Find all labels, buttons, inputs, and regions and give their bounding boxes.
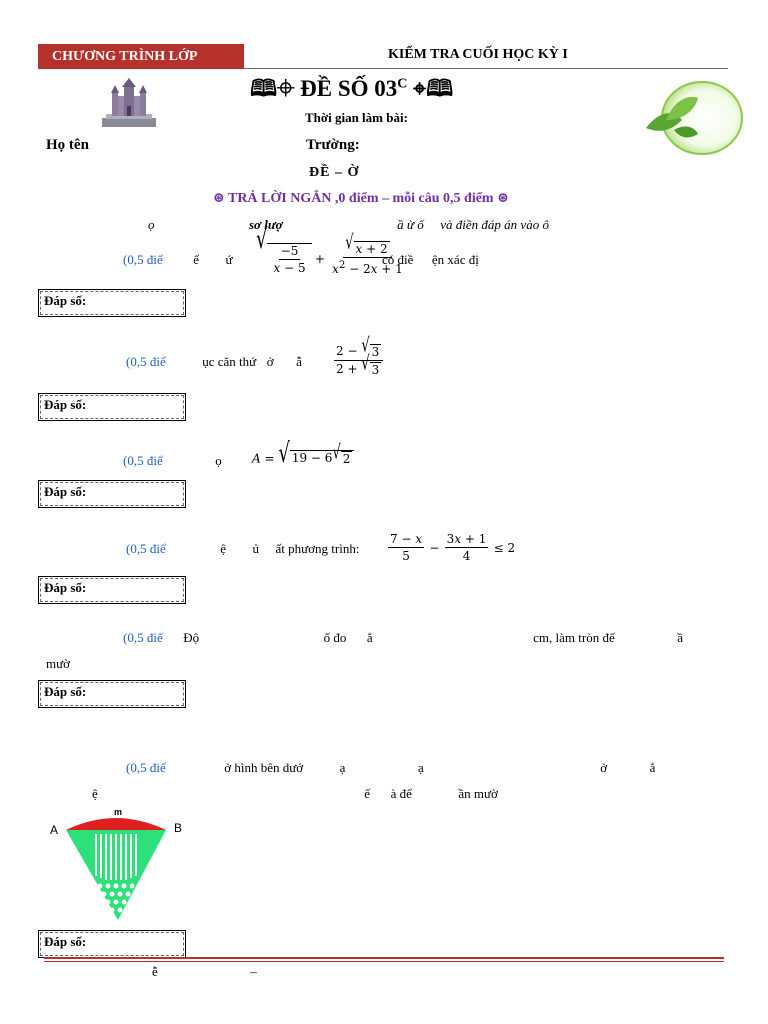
q5-points: (0,5 điể xyxy=(123,630,163,645)
question-6: (0,5 điể ở hình bên dướ ạ ạ ở ẳ xyxy=(126,760,656,775)
question-4: (0,5 điể ệ ủ ất phương trình: xyxy=(126,541,360,556)
program-label: CHƯƠNG TRÌNH LỚP xyxy=(52,49,198,64)
question-2: (0,5 điể ục căn thứ ở ẫ xyxy=(126,354,302,369)
castle-logo-icon xyxy=(100,78,158,130)
answer-box-6[interactable]: Đáp số: xyxy=(38,930,186,958)
sector-stripes xyxy=(96,834,136,880)
exam-code-line: ĐỀ – Ờ xyxy=(309,165,360,180)
q2-expression: 2 − √ 3 2 + √ 3 xyxy=(332,344,385,377)
leaf-circle-icon xyxy=(640,80,744,158)
instruction: ọ sơ lượ ầ ừ ố và điền đáp án vào ô xyxy=(148,217,549,232)
answer-box-3[interactable]: Đáp số: xyxy=(38,480,186,508)
answer-box-5[interactable]: Đáp số: xyxy=(38,680,186,708)
q3-expression: A = √ 19 − 6 √ 2 xyxy=(252,450,354,468)
program-label-box xyxy=(38,44,244,69)
school-label: Trường: xyxy=(306,137,360,153)
footer-rule-thin xyxy=(44,961,724,962)
header-rule xyxy=(244,68,728,69)
footer-rule xyxy=(44,957,724,959)
section-title: ⊛ TRẢ LỜI NGẮN ,0 điểm – mỗi câu 0,5 điểm ⊛ xyxy=(213,191,509,206)
exam-title: 🕮⌖ ĐỀ SỐ $03^C$ ⌖🕮 xyxy=(250,76,454,101)
answer-box-1[interactable]: Đáp số: xyxy=(38,289,186,317)
question-6-line-2: ệ ế à để ần mườ xyxy=(92,786,498,801)
question-5: (0,5 điể Độ ố đo ẳ cm, làm tròn đế ầ xyxy=(123,630,684,645)
label-b: B xyxy=(174,821,183,835)
q6-points: (0,5 điể xyxy=(126,760,166,775)
answer-box-2[interactable]: Đáp số: xyxy=(38,393,186,421)
name-label: Họ tên xyxy=(46,137,89,153)
label-m: m xyxy=(114,807,123,817)
sector-figure xyxy=(46,804,192,926)
label-a: A xyxy=(50,823,59,837)
answer-box-4[interactable]: Đáp số: xyxy=(38,576,186,604)
q1-points: (0,5 điể xyxy=(123,252,163,267)
footer-text: ễ – xyxy=(152,964,257,979)
time-label: Thời gian làm bài: xyxy=(305,110,408,125)
red-segment xyxy=(66,818,166,830)
question-3: (0,5 điể ọ xyxy=(123,453,222,468)
exam-label: KIỂM TRA CUỐI HỌC KỲ I xyxy=(388,47,568,62)
q3-points: (0,5 điể xyxy=(123,453,163,468)
q2-points: (0,5 điể xyxy=(126,354,166,369)
q1-expression: √ $\frac{-5}{x - 5}$ + √ x + 2 $x^2 - 2x + 1$ xyxy=(256,223,403,276)
q4-expression: $\frac{7 - x}{5}$ − $\frac{3x + 1}{4}$ ≤ 2 xyxy=(390,532,516,563)
q4-points: (0,5 điể xyxy=(126,541,166,556)
question-1: (0,5 điể ể ứ xyxy=(123,252,233,267)
